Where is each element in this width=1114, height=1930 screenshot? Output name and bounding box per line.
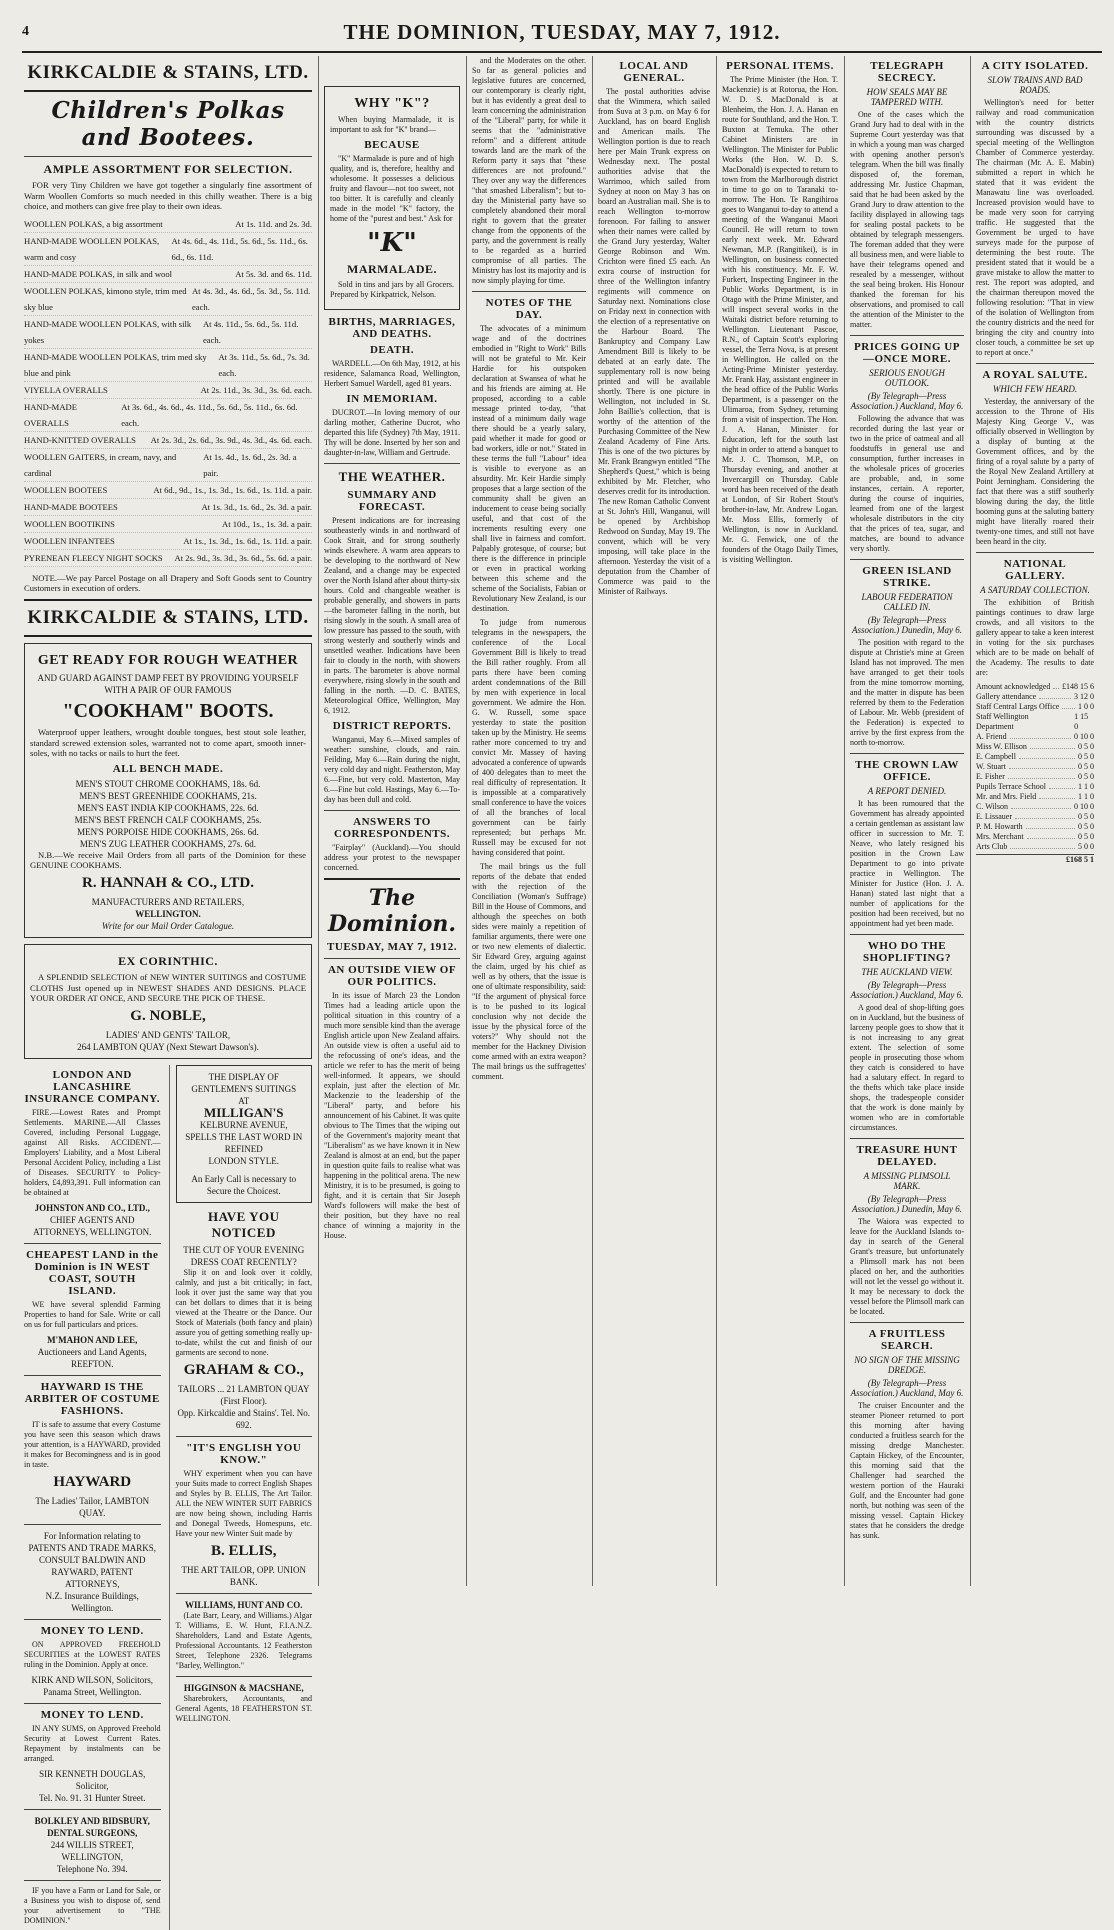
price-item: HAND-MADE BOOTEES At 1s. 3d., 1s. 6d., 2s. 3d. a pair. <box>24 499 312 516</box>
column-divider <box>592 56 593 1586</box>
telegraph-subtitle: HOW SEALS MAY BE TAMPERED WITH. <box>866 87 948 107</box>
answers-title: ANSWERS TO CORRESPONDENTS. <box>334 816 450 840</box>
price-item: WOOLLEN INFANTEES At 1s., 1s. 3d., 1s. 6d., 1s. 11d. a pair. <box>24 533 312 550</box>
lower-ads-left <box>24 1065 161 1930</box>
cookham-list-item: MEN'S ZUG LEATHER COOKHAMS, 27s. 6d. <box>79 838 257 849</box>
district-text: Wanganui, May 6.—Mixed samples of weather: sunshine, clouds, and rain. Feilding, May 6.—Rain during the night, very cold day and night. Featherston, May 6.—Fine, but very cold. Masterton, May 6.—Fine but cold. Hastings, May 6.—To-day has been dull and cold. <box>324 735 460 804</box>
salute-title: A ROYAL SALUTE. <box>982 369 1088 381</box>
fruitless-dateline: (By Telegraph—Press Association.) Auckland, May 6. <box>850 1378 964 1398</box>
insurance-agents: JOHNSTON AND CO., LTD., <box>34 1202 150 1213</box>
politics-continued: and the Moderates on the other. So far as general policies and legislative futures are concerned, our contemporary is clearly right, but it has evidently a great deal to learn concerning the administration of the "Liberal" party, for while it seems that the "administrative reform" and a different attitude towards land are the mark of the Reform party it says that "these differences are not profound." They over any way the differences "that smashed Liberalism"; but to-day the Ministerial party have so completely abandoned their moral right to govern that the greater change from the opponents of the party, and the government is really to be regarded as a hurried compromise of all parties. The Ministry has lost its majority and is now simply playing for time. <box>472 56 586 285</box>
telegraph-title: TELEGRAPH SECRECY. <box>870 60 944 84</box>
column-8 <box>976 56 1094 1586</box>
gallery-list-item: Staff Central Largs Office 1 0 0 <box>976 702 1094 711</box>
city-title: A CITY ISOLATED. <box>981 60 1089 72</box>
hayward-firm-sub: The Ladies' Tailor, LAMBTON QUAY. <box>35 1495 150 1518</box>
milligan-line: GENTLEMEN'S SUITINGS <box>191 1083 297 1094</box>
prices-subtitle: SERIOUS ENOUGH OUTLOOK. <box>869 368 945 388</box>
price-item: WOOLLEN BOOTIKINS At 10d., 1s., 1s. 3d. a pair. <box>24 516 312 533</box>
column-5 <box>598 56 710 1586</box>
treasure-title: TREASURE HUNT DELAYED. <box>856 1144 958 1168</box>
column-divider <box>844 56 845 1586</box>
treasure-subtitle: A MISSING PLIMSOLL MARK. <box>863 1171 951 1191</box>
hayward-text: IT is safe to assume that every Costume you have seen this season which draws your attention, is a HAYWARD, provided it makes for Becomingness and is in good in taste. <box>24 1419 161 1469</box>
masthead-rule <box>22 51 1102 53</box>
milligan-line: REFINED <box>224 1143 263 1154</box>
weather-title: THE WEATHER. <box>338 469 446 484</box>
fruitless-text: The cruiser Encounter and the steamer Pioneer returned to port this morning after having conducted a fruitless search for the missing dredge Manchester. Captain Hickey, of the Encounter, this morning said that the Challenger had searched the western portion of the Hauraki Gulf, and the Encounter had gone north, but nothing was seen of the missing vessel. Captain Hickey states that he considers the dredge has sunk. <box>850 1401 964 1540</box>
gallery-subtitle: A SATURDAY COLLECTION. <box>980 585 1090 595</box>
newspaper-title: THE DOMINION, TUESDAY, MAY 7, 1912. <box>343 20 781 44</box>
column-7 <box>850 56 964 1586</box>
price-item: WOOLLEN GAITERS, in cream, navy, and cardinal At 1s. 4d., 1s. 6d., 2s. 3d. a pair. <box>24 449 312 482</box>
cookham-firm-sub: MANUFACTURERS AND RETAILERS, <box>91 896 245 907</box>
money2-firm: SIR KENNETH DOUGLAS, Solicitor, <box>39 1768 146 1791</box>
gallery-text: The exhibition of British paintings continues to draw large crowds, and all visitors to the gallery appear to take a keen interest in voting for the six purchases which are to be made on behalf of the Academy. The results to date are: <box>976 598 1094 677</box>
corinthic-firm: G. NOBLE, <box>130 1007 206 1024</box>
evening-dress-title: HAVE YOU NOTICED <box>207 1208 280 1240</box>
shoplift-subtitle: THE AUCKLAND VIEW. <box>861 967 953 977</box>
notes-title: NOTES OF THE DAY. <box>485 297 573 321</box>
salute-text: Yesterday, the anniversary of the accession to the Throne of His Majesty King George V., was officially observed in Wellington by a display of bunting at the Government offices, and by the firing of a royal salute by a party of the Royal New Zealand Artillery at Point Jerningham. Considering the fact that there was a stiff southerly blowing during the day, the little booming guns at the saluting battery might have literally roared their twenty-one times, and still not have been heard in the city. <box>976 397 1094 546</box>
milligan-line: LONDON STYLE. <box>208 1155 279 1166</box>
milligan-line: KELBURNE AVENUE, <box>199 1119 288 1130</box>
price-item: HAND-MADE OVERALLS At 3s. 6d., 4s. 6d., 4s. 11d., 5s. 6d., 5s. 11d., 6s. 6d. each. <box>24 399 312 432</box>
shoplift-dateline: (By Telegraph—Press Association.) Auckland, May 6. <box>850 980 964 1000</box>
cookham-note: N.B.—We receive Mail Orders from all parts of the Dominion for these GENUINE COOKHAMS. <box>30 849 306 871</box>
dominion-date: TUESDAY, MAY 7, 1912. <box>327 941 457 953</box>
milligan-line: AT <box>238 1095 250 1106</box>
gallery-list-item: E. Campbell 0 5 0 <box>976 752 1094 761</box>
gallery-list-item: W. Stuart 0 5 0 <box>976 762 1094 771</box>
cookham-headline: GET READY FOR ROUGH WEATHER <box>37 652 299 668</box>
corinthic-title: EX CORINTHIC. <box>118 953 218 968</box>
strike-dateline: (By Telegraph—Press Association.) Dunedin, May 6. <box>852 615 962 635</box>
money2-text: IN ANY SUMS, on Approved Freehold Security at Lowest Current Rates. Repayment by instalments can be arranged. <box>24 1723 161 1763</box>
corinthic-firm-sub: LADIES' AND GENTS' TAILOR, <box>105 1029 231 1040</box>
milligan-ad <box>176 1065 313 1203</box>
cookham-description: Waterproof upper leathers, wrought double tongues, best stout sole leather, standard screwed extension soles, warranted not to come apart, smooth inner-soles, with no tacks or nails to hurt the feet. <box>30 726 306 759</box>
evening-dress-text: Slip it on and look over it coldly, calmly, and just a bit critically; in fact, look it over just the same way that you can bet dollars to dimes that it is being viewed at the Theatre or the Dance. Our Stock of Materials (both fancy and plain) assure you of getting something really up-to-date, whilst the cut and finish of our garments are second to none. <box>175 1267 312 1357</box>
williams-firm: WILLIAMS, HUNT AND CO. <box>184 1599 303 1610</box>
gallery-list-item: A. Friend 0 10 0 <box>976 732 1094 741</box>
price-item: HAND-MADE WOOLLEN POLKAS, trim med sky blue and pink At 3s. 11d., 5s. 6d., 7s. 3d. each. <box>24 349 312 382</box>
kirkcaldie-footer-name: KIRKCALDIE & STAINS, LTD. <box>27 606 309 628</box>
land-text: WE have several splendid Farming Properties to hand for Sale. Write or call on us for full particulars and prices. <box>24 1299 161 1329</box>
higginson-text: Sharebrokers, Accountants, and General Agents, 18 FEATHERSTON ST. WELLINGTON. <box>175 1693 312 1723</box>
gallery-list-item: E. Lissauer 0 5 0 <box>976 812 1094 821</box>
salute-subtitle: WHICH FEW HEARD. <box>992 384 1078 394</box>
money-title: MONEY TO LEND. <box>40 1624 144 1637</box>
graham-firm-sub: TAILORS ... 21 LAMBTON QUAY (First Floor). <box>177 1383 310 1406</box>
higginson-firm: HIGGINSON & MACSHANE, <box>183 1682 304 1693</box>
crown-title: THE CROWN LAW OFFICE. <box>855 759 959 783</box>
ellis-title: "IT'S ENGLISH YOU KNOW." <box>186 1441 302 1466</box>
editorial-title: AN OUTSIDE VIEW OF OUR POLITICS. <box>327 964 457 988</box>
death-title: DEATH. <box>369 344 415 356</box>
cookham-list-item: MEN'S PORPOISE HIDE COOKHAMS, 26s. 6d. <box>77 826 259 837</box>
local-general-title: LOCAL AND GENERAL. <box>619 60 689 84</box>
why-k-product: MARMALADE. <box>347 262 437 276</box>
editorial-text: In its issue of March 23 the London Times had a leading article upon the political situation in this country of a much more sensible kind than the average English article upon New Zealand affairs. An outside view is often a useful aid to the refocussing of one's ideas, and the article we refer to has the merit of being well-informed. It appears, we should explain, just after the election of Mr. Mackenzie to the leadership of the "Liberal" party, and before his announcement of his Cabinet. It was quite obvious to The Times that the wiping out of the Government's majority meant that "Liberalism" as we have known it in New Zealand is almost at an end, but the paper in question quite fails to realise what was happening in the political arena. The new Ministry, it is to be presumed, is going to fight, and it is certain that Sir Joseph Ward's followers will make the best of their position, but they have no real chance of winning a majority in the House. <box>324 991 460 1240</box>
crown-subtitle: A REPORT DENIED. <box>867 786 947 796</box>
corinthic-address: 264 LAMBTON QUAY (Next Stewart Dawson's). <box>77 1041 259 1052</box>
column-4 <box>472 56 586 1586</box>
cookham-catalogue: Write for our Mail Order Catalogue. <box>101 920 235 931</box>
weather-text: Present indications are for increasing southeasterly winds in and northward of Cook Strait, and for strong southerly winds elsewhere. A warm area appears to be developing to the northward of New Zealand, and a change may be expected over the North Island after about thirty-six hours. Cold and changeable weather is probable generally, and showers in parts—the barometer falling in the north, but rising slowly in the south. A small area of low pressure has passed to the south, with strong westerly and southerly winds and unsettled weather. Indications have been fair to cloudy in the north, with showers in parts. The barometer is above normal everywhere, rising slowly in the south and falling in the north. —D. C. BATES, Meteorological Office, Wellington, May 6, 1912. <box>324 516 460 715</box>
gallery-list-item: Gallery attendance 3 12 0 <box>976 692 1094 701</box>
cookham-city: WELLINGTON. <box>135 908 201 919</box>
prices-dateline: (By Telegraph—Press Association.) Auckland, May 6. <box>850 391 964 411</box>
gallery-list-item: C. Wilson 0 10 0 <box>976 802 1094 811</box>
graham-address: Opp. Kirkcaldie and Stains'. Tel. No. 692. <box>177 1407 311 1430</box>
hayward-firm: HAYWARD <box>53 1473 132 1490</box>
money-address: Panama Street, Wellington. <box>43 1686 142 1697</box>
ellis-text: WHY experiment when you can have your Suits made to correct English Shapes and Styles by B. ELLIS, The Art Tailor. ALL the NEW WINTER SUIT FABRICS are now being shown, including Harris and Donegal Tweeds, Homespuns, etc. Have your new Winter Suit made by <box>175 1468 312 1538</box>
city-text: Wellington's need for better railway and road communication with the country districts surrounding was discussed by a special meeting of the Wellington Chamber of Commerce yesterday. The chairman (Mr. A. E. Mabin) submitted a report in which he stated that it was evident the Manawatu line was overloaded. Increased provision would have to be made very soon for carrying traffic. He suggested that the Government be urged to have surveys made for the purpose of determining the best route. The president stated that it would be a grave mistake to allow the matter to rest. The report was adopted, and the chairman thereupon moved the following resolution: "That in view of the isolation of Wellington from the country districts and the need for bringing the city and country into closer touch, a committee be set up to report at once." <box>976 98 1094 357</box>
telegraph-text: One of the cases which the Grand Jury had to deal with in the Supreme Court yesterday was that in which a young man was charged with opening another person's telegram. When the bill was finally disposed of, the foreman, addressing Mr. Justice Chapman, said that he had been asked by the Grand Jury to draw attention to the facility displayed in allowing tags for sealing postal packets to be obtained by telegraph messengers. The foreman added that they were all business men, and were liable to have their telegrams opened and resealed by a messenger, without the seal being broken. His Honour thanked the foreman for his observations, and promised to call the attention of the Minister to the matter. <box>850 110 964 329</box>
price-item: WOOLLEN POLKAS, kimono style, trim med sky blue At 4s. 3d., 4s. 6d., 5s. 3d., 5s. 11d. each. <box>24 283 312 316</box>
prices-text: Following the advance that was recorded during the last year or two in the price of oatmeal and all foodstuffs in general use and consumption, further increases in the wholesale prices of groceries are probable, and, in some instances, certain. A reporter, during the course of inquiries, learned from one of the largest wholesale distributors in the city that the prices of tea, sugar, and matches, are bound to advance very shortly. <box>850 414 964 553</box>
graham-firm: GRAHAM & CO., <box>183 1361 304 1378</box>
money2-address: Tel. No. 91. 31 Hunter Street. <box>38 1792 146 1803</box>
kirkcaldie-note: NOTE.—We pay Parcel Postage on all Drapery and Soft Goods sent to Country Customers in execution of orders. <box>24 572 312 594</box>
dominion-logo: The Dominion. <box>327 885 457 937</box>
gallery-list-item: Miss W. Ellison 0 5 0 <box>976 742 1094 751</box>
gallery-list-item: Mrs. Merchant 0 5 0 <box>976 832 1094 841</box>
local-general-text: The postal authorities advise that the Wimmera, which sailed from Suva at 3 p.m. on May 6 for Auckland, has on board English and American mails. The Wellington portion is due to reach here per Main Trunk express on Wednesday next. The postal authorities advise that the Warrimoo, which sailed from Sydney at noon on May 3 has on board an Australian mail. She is to reach Wellington to-morrow forenoon. For failing to answer when their names were called by the Grand Jury yesterday, Walter George Robinson and Wm. Crichton were fined £5 each. An extra course of instruction for three of the Wellington infantry regiments will commence on Saturday next. Nominations close on Friday next in connection with the election of a representative on the Harbour Board. The Bankruptcy and Company Law Amendment Bill is likely to be debated at an early date. The supplementary roll is now being printed and will be available shortly. There is one picture in Wellington, not included in St. John Baillie's collection, that is worthy of the attention of the Purchasing Committee of the New Zealand Academy of Fine Arts. This is one of the two pictures by Mr. Frank Brangwyn entitled "The Shepherd's Quest," which is being exhibited by Mr. Fletcher, who deserves credit for its introduction. The new Roman Catholic Convent at St. John's Hill, Wanganui, will be opened by Archbishop Redwood on Sunday, May 19. The convent, which will be very imposing, will take place in the afternoon. Yesterday the visit of a deputation from the Chamber of Commerce was paid to the Minister of Railways. <box>598 87 710 596</box>
left-advertisements <box>24 56 312 1925</box>
why-k-text1: When buying Marmalade, it is important to ask for "K" brand— <box>330 115 454 134</box>
kirkcaldie-ad <box>24 62 312 637</box>
gallery-list-item: Amount acknowledged £148 15 6 <box>976 682 1094 691</box>
kirkcaldie-headline: Children's Polkas and Bootees. <box>51 97 285 151</box>
k-brand-logo: "K" <box>367 228 417 258</box>
milligan-line: THE DISPLAY OF <box>208 1071 279 1082</box>
weather-subtitle: SUMMARY AND FORECAST. <box>347 489 437 513</box>
column-divider <box>716 56 717 1586</box>
death-text: WARDELL.—On 6th May, 1912, at his residence, Salamanca Road, Wellington, Herbert Samuel Wardell, aged 81 years. <box>324 359 460 388</box>
notes-text: The mail brings us the full reports of the debate that ended with the rejection of the Conciliation (Woman's Suffrage) Bill in the House of Commons, and although the speeches on both sides were mainly a repetition of familiar arguments, there were one or two new elements of dialectic. Sir Edward Grey, arguing against the claim, urged by his chief as well as by others, that the issue is one of ultimate responsibility, said: "If the argument of physical force is to be pushed to its logical conclusion why not decide the issue by the physical force of the voters?" Why should not the member for the Hackney Division come armed with an extra weapon? The mail brings us the suffragettes' comment. <box>472 862 586 1081</box>
notes-text: To judge from numerous telegrams in the newspapers, the conference of the Local Government Bill is likely to tread the Bill rather roughly. From all parts there have been coming ardent condemnations of the Bill by men with experience in local government. We admire the Hon. G. W. Russell, some space yesterday to state the position taken up by the Ministry. He seems rather more concerned to try and convict Mr. Massey of having advocated a conference of upwards of 400 delegates than to meet the real difficulty of representation. It is impossible at a comparatively small conference to have the voices of all the branches of local government can be fairly represented; but perhaps Mr. Russell may be excused for not having considered that point. <box>472 618 586 857</box>
page-number: 4 <box>22 24 29 39</box>
price-item: WOOLLEN POLKAS, a big assortment At 1s. 11d. and 2s. 3d. <box>24 216 312 233</box>
column-divider <box>466 56 467 1586</box>
patents-title: For Information relating to PATENTS AND TRADE MARKS, CONSULT BALDWIN AND RAYWARD, PATENT ATTORNEYS, <box>28 1530 157 1589</box>
gallery-list-item: Staff Wellington Department 1 15 0 <box>976 712 1089 731</box>
crown-text: It has been rumoured that the Government has already appointed a certain gentleman as assistant law officer in succession to Mr. T. Neave, who lately resigned his position in the Crown Law Department to go into private practice in Wellington. The Minister for Justice (Hon. J. A. Hanan) stated last night that a number of applications for the position had been received, but no appointment had yet been made. <box>850 799 964 928</box>
why-k-text2: "K" Marmalade is pure and of high quality, and is, therefore, healthy and wholesome. It possesses a delicious fruity and flavour—not too sweet, not too bitter. It is carefully and cleanly made in the model "K" factory, the home of the "purest and best." Ask for <box>330 154 454 223</box>
answers-text: "Fairplay" (Auckland).—You should address your protest to the newspaper concerned. <box>324 843 460 872</box>
column-6 <box>722 56 838 1586</box>
gallery-list-item: E. Fisher 0 5 0 <box>976 772 1094 781</box>
price-item: HAND-MADE POLKAS, in silk and wool At 5s. 3d. and 6s. 11d. <box>24 266 312 283</box>
land-firm-sub: Auctioneers and Land Agents, REEFTON. <box>37 1346 147 1369</box>
cookham-firm: R. HANNAH & CO., LTD. <box>82 874 254 891</box>
city-subtitle: SLOW TRAINS AND BAD ROADS. <box>987 75 1083 95</box>
cookham-ad <box>24 643 312 938</box>
ellis-firm-sub: THE ART TAILOR, OPP. UNION BANK. <box>181 1564 306 1587</box>
personal-items-text: The Prime Minister (the Hon. T. Mackenzie) is at Rotorua, the Hon. W. D. S. MacDonald is at Blenheim, the Hon. J. A. Hanan en route for Southland, and the Hon. T. Buxton at Temuka. The other Cabinet Ministers are in Wellington. The Minister for Public Works (the Hon. W. D. S. MacDonald) is expected to return to town from the Marlborough district in time to go on to Taranaki to-morrow. The Hon. Te Rangihiroa goes to Wanganui to-day to attend a meeting of the Wanganui Maori Council. He will return to town early next week. Mr. Edward Newman, M.P. (Rangitikei), is in Wellington, on business connected with his constituency. Mr. F. W. Furkert, Inspecting Engineer in the Public Works Department, is in Otago with the Prime Minister, and will inspect several works in the Waitaki district before returning to Wellington. Lieutenant Pascoe, R.N., of Captain Scott's exploring vessel, the Terra Nova, is at present in Wellington. He called on the Acting-Prime Minister yesterday. Mr. Frank Hay, assistant engineer in the head office of the Public Works Department, is a passenger on the Ulimaroa, from Sydney, returning from a visit of inspection. The Hon. J. A. Hanan, Minister for Education, left for the south last night in order to attend a banquet to Mr. J. C. Thomson, M.P., on Thursday evening, and another at Invercargill on Thursday. Cable word has been received of the death at London, of Sir Robert Stout's brother-in-law, Mr. Andrew Logan. Mr. Moss Ellis, formerly of Wellington, is now in Auckland. Mr. G. Fenwick, one of the founders of the Otago Daily Times, is visiting Wellington. <box>722 75 838 564</box>
kirkcaldie-name: KIRKCALDIE & STAINS, LTD. <box>27 62 309 83</box>
fruitless-title: A FRUITLESS SEARCH. <box>868 1328 946 1352</box>
price-item: HAND-MADE WOOLLEN POLKAS, warm and cosy At 4s. 6d., 4s. 11d., 5s. 6d., 5s. 11d., 6s. 6d., 6s. 11d. <box>24 233 312 266</box>
corinthic-ad <box>24 944 312 1059</box>
why-k-text3: Sold in tins and jars by all Grocers. Prepared by Kirkpatrick, Nelson. <box>330 280 454 299</box>
column-3 <box>324 56 460 1586</box>
insurance-title: LONDON AND LANCASHIRE INSURANCE COMPANY. <box>24 1068 160 1105</box>
evening-dress-subtitle: THE CUT OF YOUR EVENING DRESS COAT RECENTLY? <box>183 1244 305 1267</box>
price-item: HAND-MADE WOOLLEN POLKAS, with silk yokes At 4s. 11d., 5s. 6d., 5s. 11d. each. <box>24 316 312 349</box>
land-title: CHEAPEST LAND in the Dominion is IN WEST COAST, SOUTH ISLAND. <box>26 1248 159 1297</box>
gallery-list <box>976 682 1094 852</box>
land-firm: M'MAHON AND LEE, <box>47 1334 138 1345</box>
gallery-list-item: Mr. and Mrs. Field 1 1 0 <box>976 792 1094 801</box>
births-title: BIRTHS, MARRIAGES, AND DEATHS. <box>328 316 456 340</box>
dentists-address: 244 WILLIS STREET, WELLINGTON, <box>50 1839 134 1862</box>
treasure-dateline: (By Telegraph—Press Association.) Dunedin, May 6. <box>852 1194 962 1214</box>
money-firm: KIRK AND WILSON, Solicitors, <box>31 1674 154 1685</box>
insurance-text: FIRE.—Lowest Rates and Prompt Settlements. MARINE.—All Classes Covered, including Personal Luggage, against All Risks. ACCIDENT.—Employers' Liability, and a Most Liberal Personal Accident Policy, including a List of Diseases. SECURITY to Policy-holders, £4,893,391. Full information can be obtained at <box>24 1107 161 1197</box>
why-k-because: BECAUSE <box>364 139 420 151</box>
gallery-list-item: P. M. Howarth 0 5 0 <box>976 822 1094 831</box>
fruitless-subtitle: NO SIGN OF THE MISSING DREDGE. <box>854 1355 960 1375</box>
column-divider <box>318 56 319 1586</box>
bottom-note: IF you have a Farm or Land for Sale, or a Business you wish to dispose of, send your advertisement to "THE DOMINION." <box>24 1885 161 1925</box>
money2-title: MONEY TO LEND. <box>40 1708 144 1721</box>
column-divider <box>970 56 971 1586</box>
milligan-footer: An Early Call is necessary to Secure the Choicest. <box>191 1173 297 1196</box>
lower-ads-row <box>24 1065 312 1930</box>
prices-title: PRICES GOING UP—ONCE MORE. <box>854 341 960 365</box>
personal-items-title: PERSONAL ITEMS. <box>726 60 834 72</box>
ellis-firm: B. ELLIS, <box>211 1542 277 1559</box>
patents-address: N.Z. Insurance Buildings, Wellington. <box>45 1590 139 1613</box>
kirkcaldie-intro: FOR very Tiny Children we have got together a singularly fine assortment of Warm Woollen Comforts so much needed in this chilly weather. There is a big choice, and mothers can give free play to their own ideas. <box>24 180 312 212</box>
dentists-tel: Telephone No. 394. <box>56 1863 128 1874</box>
why-k-ad <box>324 86 460 310</box>
strike-text: The position with regard to the dispute at Christie's mine at Green Island has not improved. The men have arranged to get their tools from the mine tomorrow morning, and the matter in dispute has been referred by them to the Federation of Labour. Mr. Webb (president of the Federation) is expected to arrive by the first express from the north to-morrow. <box>850 638 964 747</box>
milligan-line: SPELLS THE LAST WORD IN <box>185 1131 303 1142</box>
price-item: HAND-KNITTED OVERALLS At 2s. 3d., 2s. 6d., 3s. 9d., 4s. 3d., 4s. 6d. each. <box>24 432 312 449</box>
memoriam-title: IN MEMORIAM. <box>346 393 438 405</box>
treasure-text: The Waiora was expected to leave for the Auckland Islands to-day in search of the General Grant's treasure, but unfortunately a Plimsoll mark has not been placed on her, and the authorities will not let the vessel go without it. It may be necessary to dock the vessel before the Plimsoll mark can be located. <box>850 1217 964 1316</box>
why-k-title: WHY "K"? <box>354 96 430 111</box>
cookham-line: AND GUARD AGAINST DAMP FEET BY PROVIDING YOURSELF WITH A PAIR OF OUR FAMOUS <box>37 672 299 695</box>
memoriam-text: DUCROT.—In loving memory of our darling mother, Catherine Ducrot, who departed this life (Sydney) 7th May, 1911. Thy will be done. Inserted by her son and daughter-in-law, William and Gertrude. <box>324 408 460 457</box>
milligan-line: MILLIGAN'S <box>204 1104 284 1120</box>
cookham-product: "COOKHAM" BOOTS. <box>62 699 274 722</box>
cookham-all-bench: ALL BENCH MADE. <box>112 762 224 775</box>
dentists-title: BOLKLEY AND BIDSBURY, DENTAL SURGEONS, <box>34 1815 150 1838</box>
gallery-list-item: Arts Club 5 0 0 <box>976 842 1094 851</box>
insurance-agents-sub: CHIEF AGENTS AND ATTORNEYS, WELLINGTON. <box>33 1214 152 1237</box>
cookham-list-item: MEN'S BEST GREENHIDE COOKHAMS, 21s. <box>79 790 257 801</box>
corinthic-text: A SPLENDID SELECTION of NEW WINTER SUITINGS and COSTUME CLOTHS Just opened up in NEWEST SHADES AND DESIGNS. PLACE YOUR ORDER AT ONCE, AND SECURE THE PICK OF THESE. <box>30 971 306 1004</box>
cookham-list-item: MEN'S EAST INDIA KIP COOKHAMS, 22s. 6d. <box>77 802 259 813</box>
masthead <box>22 18 1102 48</box>
cookham-list-item: MEN'S BEST FRENCH CALF COOKHAMS, 25s. <box>74 814 262 825</box>
shoplift-text: A good deal of shop-lifting goes on in Auckland, but the business of larceny people goes to show that it is not increasing to any great extent. The selection of some people in prosecuting those whom they catch is considered to have had a salutary effect. In regard to the thefts which take place inside shops, the tradespeople consider that the work is done mainly by women who are in comfortable circumstances. <box>850 1003 964 1132</box>
price-item: WOOLLEN BOOTEES At 6d., 9d., 1s., 1s. 3d., 1s. 6d., 1s. 11d. a pair. <box>24 482 312 499</box>
cookham-list-item: MEN'S STOUT CHROME COOKHAMS, 18s. 6d. <box>75 778 261 789</box>
kirkcaldie-tagline: AMPLE ASSORTMENT FOR SELECTION. <box>43 162 293 176</box>
williams-text: (Late Barr, Leary, and Williams.) Algar T. Williams, E. W. Hunt, F.I.A.N.Z. Shareholders, Land and Estate Agents, Professional Accountants. 12 Featherston Street, Telephone 2326. Telegrams "Barley, Wellington." <box>175 1610 312 1670</box>
gallery-total: £168 5 1 <box>976 854 1094 864</box>
gallery-list-item: Pupils Terrace School 1 1 0 <box>976 782 1094 791</box>
notes-text: The advocates of a minimum wage and of the doctrines embodied in "Right to Work" Bills will not be grateful to Mr. Keir Hardie for his outspoken declaration at Swansea of what he and his friends are aiming at. He proposed, according to a cable message printed to-day, "that instead of a minimum daily wage there should be a yearly salary, paid whether it made for good or bad workers, idle or not." Stated in these terms the full "Labour" idea is visible to everyone as an absurdity. Mr. Keir Hardie simply proposes that a large section of the community shall be given an inducement to cease being socially useful, and that cost of the increments resulting every one shall live in fairness and comfort. Palpably grotesque, of course; but there is the difference in principle or even in practical working between this scheme and the scheme of the Socialists, Fabian or Revolutionary New Zealand, is our destination. <box>472 324 586 613</box>
hayward-title: HAYWARD IS THE ARBITER OF COSTUME FASHIONS. <box>24 1380 160 1417</box>
lower-ads-right <box>169 1065 313 1930</box>
price-item: VIYELLA OVERALLS At 2s. 11d., 3s. 3d., 3s. 6d. each. <box>24 382 312 399</box>
gallery-title: NATIONAL GALLERY. <box>1003 558 1067 582</box>
strike-subtitle: LABOUR FEDERATION CALLED IN. <box>861 592 953 612</box>
price-item: PYRENEAN FLEECY NIGHT SOCKS At 2s. 9d., 3s. 3d., 3s. 6d., 5s. 6d. a pair. <box>24 550 312 567</box>
strike-title: GREEN ISLAND STRIKE. <box>862 565 952 589</box>
money-text: ON APPROVED FREEHOLD SECURITIES at the LOWEST RATES ruling in the Dominion. Apply at once. <box>24 1639 161 1669</box>
shoplift-title: WHO DO THE SHOPLIFTING? <box>863 940 951 964</box>
district-title: DISTRICT REPORTS. <box>332 720 452 732</box>
